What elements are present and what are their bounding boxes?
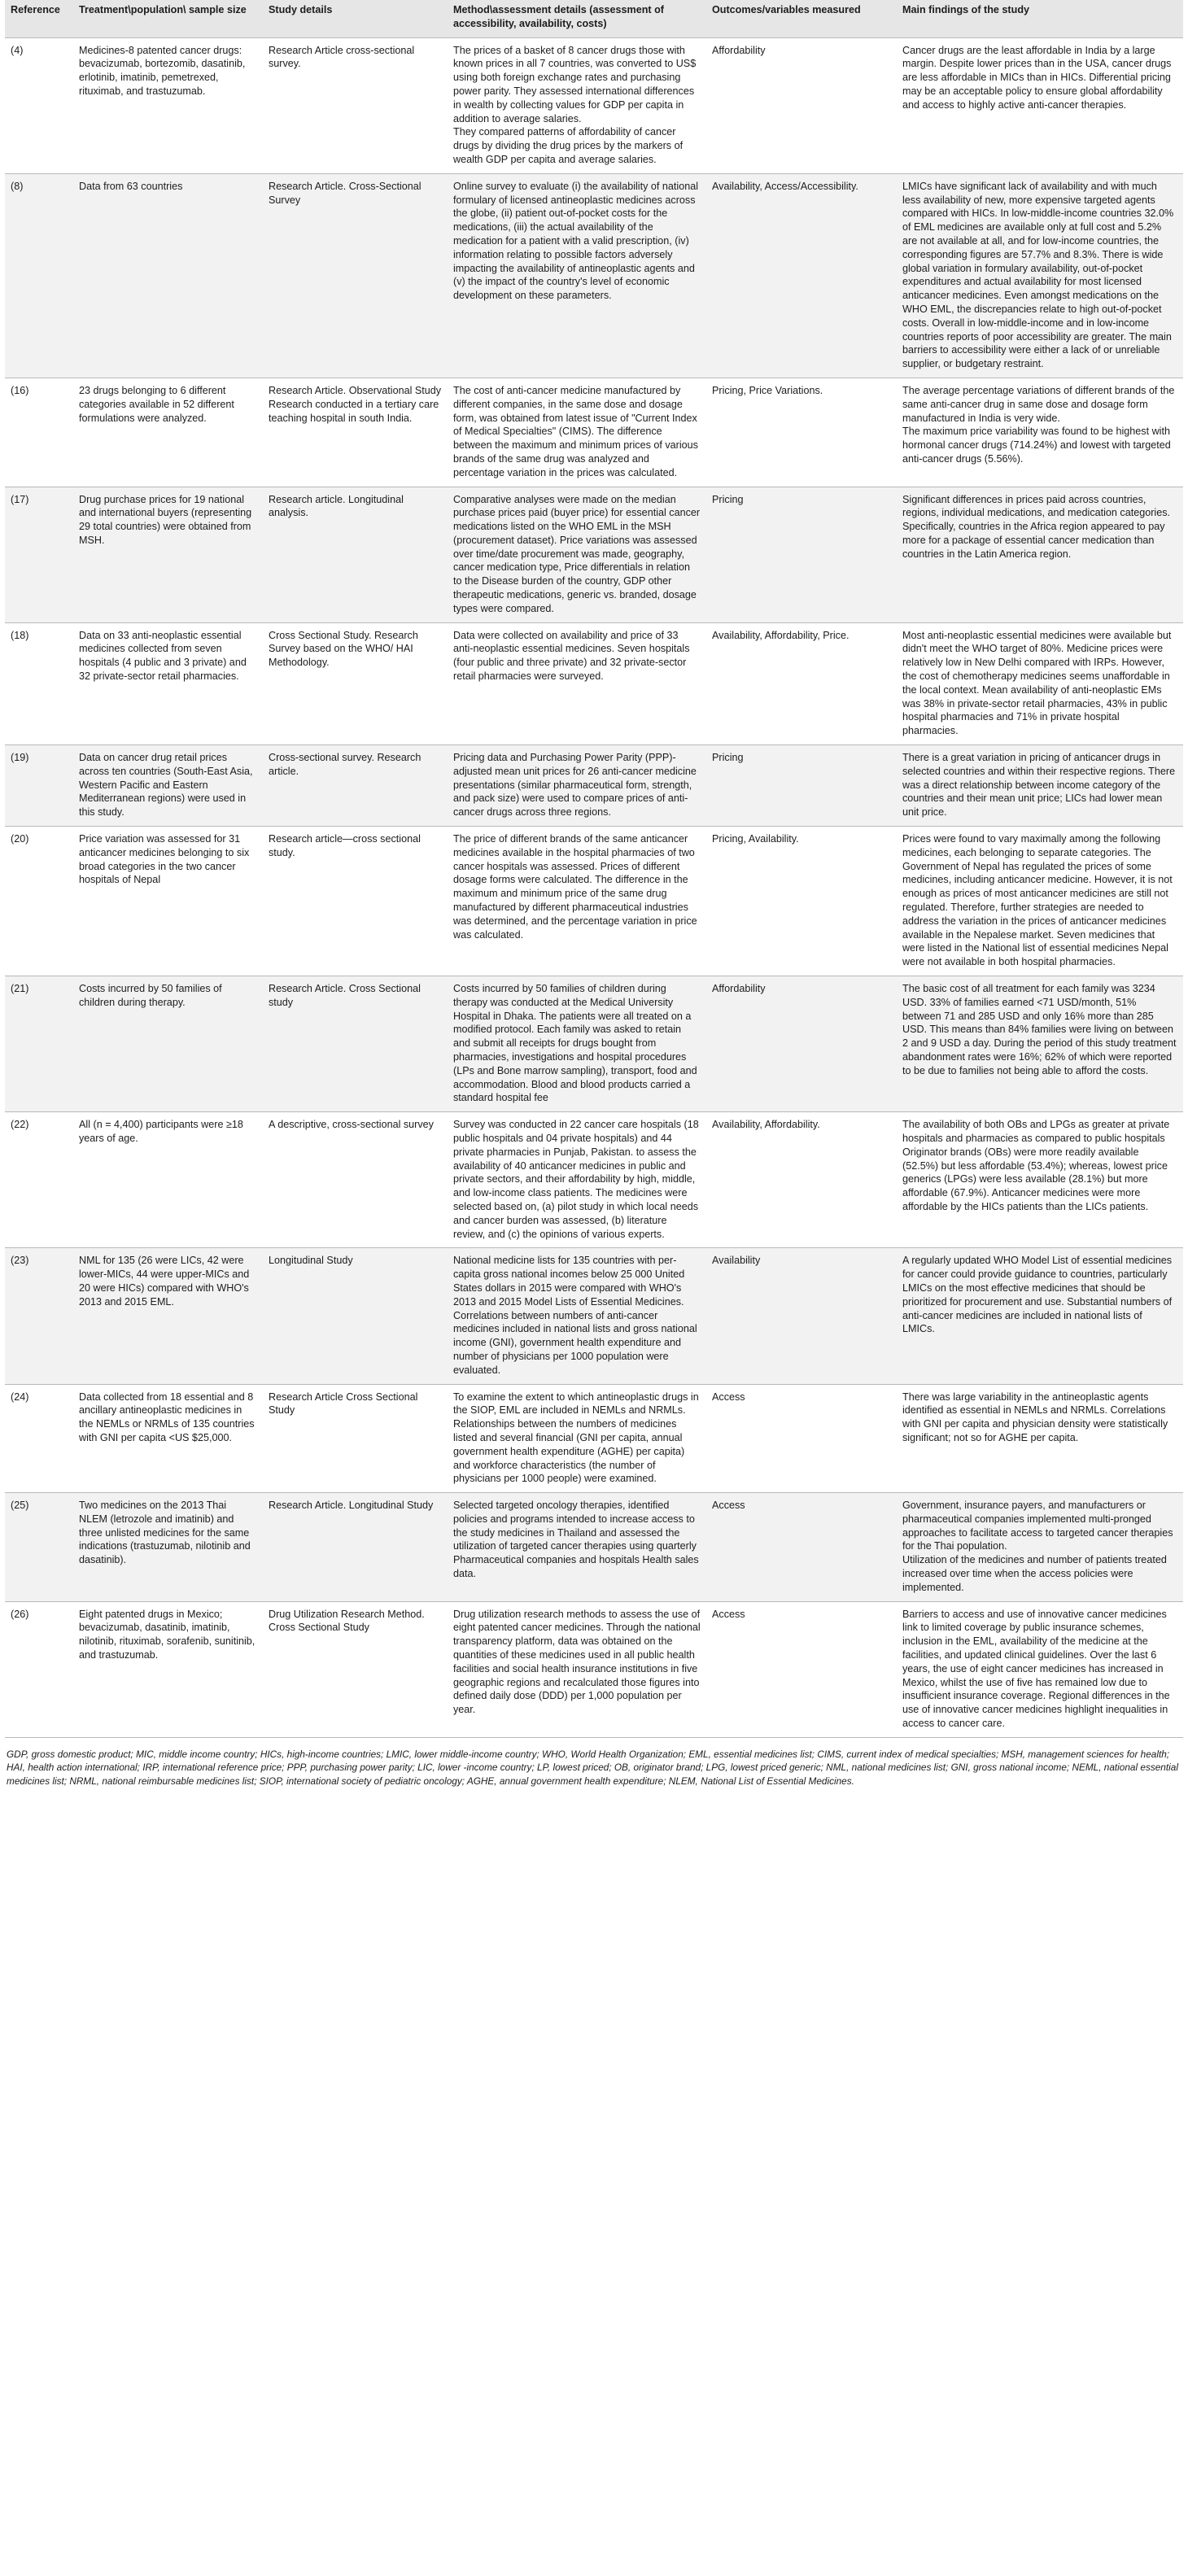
cell-outcomes: Access — [706, 1493, 897, 1602]
cell-method: Selected targeted oncology therapies, identified policies and programs intended to increase access to the study medicines in Thailand and assessed the utilization of targeted cancer therapies using quarterly Pharmaceutical companies and hospitals Health sales data. — [448, 1493, 706, 1602]
header-study-details: Study details — [263, 0, 448, 37]
cell-findings: Most anti-neoplastic essential medicines were available but didn't meet the WHO target of 80%. Medicine prices were relatively low in New Delhi compared with IRPs. However, the cost of chemotherapy medicines seems unaffordable in the local context. Mean availability of anti-neoplastic EMs was 38% in private-sector retail pharmacies, 43% in public hospital pharmacies and 71% in private hospital pharmacies. — [897, 622, 1183, 744]
cell-reference: (8) — [5, 173, 73, 378]
cell-population: Data on 33 anti-neoplastic essential medicines collected from seven hospitals (4 public and 3 private) and 32 private-sector retail pharmacies. — [73, 622, 263, 744]
cell-study-details: Longitudinal Study — [263, 1248, 448, 1384]
cell-population: All (n = 4,400) participants were ≥18 years of age. — [73, 1112, 263, 1248]
cell-outcomes: Affordability — [706, 37, 897, 173]
cell-paragraph: The average percentage variations of different brands of the same anti-cancer drug in same dose and dosage form manufactured in India is very wide. — [902, 384, 1175, 424]
cell-population: Price variation was assessed for 31 anticancer medicines belonging to six broad categories in the two cancer hospitals of Nepal — [73, 827, 263, 976]
cell-study-details: Research Article Cross Sectional Study — [263, 1384, 448, 1493]
cell-population: Data from 63 countries — [73, 173, 263, 378]
cell-study-details: A descriptive, cross-sectional survey — [263, 1112, 448, 1248]
cell-paragraph: Specifically, countries in the Africa region appeared to pay more for a package of essential cancer medication than countries in the Latin America region. — [902, 521, 1165, 560]
literature-table — [5, 0, 1183, 1738]
cell-paragraph: The prices of a basket of 8 cancer drugs those with known prices in all 7 countries, was converted to US$ using both foreign exchange rates and purchasing power parity. They assessed international differences in wealth by collecting values for GDP per capita in addition to average salaries. — [453, 44, 697, 124]
cell-study-details: Research article. Longitudinal analysis. — [263, 487, 448, 622]
cell-reference: (18) — [5, 622, 73, 744]
cell-reference: (21) — [5, 976, 73, 1112]
table-row — [5, 1493, 1183, 1602]
cell-paragraph: Government, insurance payers, and manufacturers or pharmaceutical companies implemented multi-pronged approaches to facilitate access to targeted cancer therapies for the Thai population. — [902, 1500, 1173, 1552]
cell-outcomes: Availability — [706, 1248, 897, 1384]
cell-outcomes: Pricing — [706, 745, 897, 827]
cell-findings — [897, 1493, 1183, 1602]
cell-reference: (25) — [5, 1493, 73, 1602]
cell-paragraph: Significant differences in prices paid across countries, regions, individual medications, and medication categories. — [902, 493, 1171, 519]
cell-method: Drug utilization research methods to assess the use of eight patented cancer medicines. Through the national transparency platform, data was obtained on the quantities of these medicines used in all public health facilities and social health insurance institutions in five geographic regions and recalculated those figures into defined daily dose (DDD) per 1,000 population per year. — [448, 1601, 706, 1737]
cell-method: To examine the extent to which antineoplastic drugs in the SIOP, EML are included in NEMLs and NRMLs. Relationships between the numbers of medicines listed and several financial (GNI per capita, annual government health expenditure (AGHE) per capita) and workforce characteristics (the number of physicians per 1000 people) were examined. — [448, 1384, 706, 1493]
cell-outcomes: Access — [706, 1384, 897, 1493]
cell-population: Medicines-8 patented cancer drugs: bevacizumab, bortezomib, dasatinib, erlotinib, imatinib, pemetrexed, rituximab, and trastuzumab. — [73, 37, 263, 173]
cell-outcomes: Availability, Affordability, Price. — [706, 622, 897, 744]
cell-reference: (17) — [5, 487, 73, 622]
table-header — [5, 0, 1183, 37]
table-row — [5, 378, 1183, 487]
cell-population: Two medicines on the 2013 Thai NLEM (letrozole and imatinib) and three unlisted medicines for the same indications (trastuzumab, nilotinib and dasatinib). — [73, 1493, 263, 1602]
header-reference: Reference — [5, 0, 73, 37]
cell-paragraph: Utilization of the medicines and number of patients treated increased over time when the access policies were implemented. — [902, 1554, 1167, 1593]
cell-study-details: Research Article. Cross-Sectional Survey — [263, 173, 448, 378]
cell-outcomes: Pricing, Price Variations. — [706, 378, 897, 487]
cell-reference: (16) — [5, 378, 73, 487]
cell-findings — [897, 378, 1183, 487]
cell-findings: Cancer drugs are the least affordable in India by a large margin. Despite lower prices than in the USA, cancer drugs are less affordable in MICs than in HICs. Differential pricing may be an acceptable policy to ensure global affordability and access to highly active anti-cancer therapies. — [897, 37, 1183, 173]
cell-study-details: Cross Sectional Study. Research Survey based on the WHO/ HAI Methodology. — [263, 622, 448, 744]
cell-population: Eight patented drugs in Mexico; bevacizumab, dasatinib, imatinib, nilotinib, rituximab, sorafenib, sunitinib, and trastuzumab. — [73, 1601, 263, 1737]
cell-population: 23 drugs belonging to 6 different categories available in 52 different formulations were analyzed. — [73, 378, 263, 487]
cell-study-details: Cross-sectional survey. Research article. — [263, 745, 448, 827]
cell-findings: Barriers to access and use of innovative cancer medicines link to limited coverage by public insurance schemes, inclusion in the EML, availability of the medicine at the facilities, and updated clinical guidelines. Over the last 6 years, the use of eight cancer medicines has increased in Mexico, whilst the use of five has remained low due to insufficient insurance coverage. Regional differences in the use of innovative cancer medicines highlight inequalities in access to cancer care. — [897, 1601, 1183, 1737]
cell-reference: (24) — [5, 1384, 73, 1493]
cell-study-details: Research Article. Observational Study Research conducted in a tertiary care teaching hospital in south India. — [263, 378, 448, 487]
cell-method: Online survey to evaluate (i) the availability of national formulary of licensed antineoplastic medicines across the globe, (ii) patient out-of-pocket costs for the medications, (iii) the actual availability of the medication for a patient with a valid prescription, (iv) information relating to possible factors adversely impacting the availability of antineoplastic agents and (v) the impact of the country's level of economic development on these parameters. — [448, 173, 706, 378]
table-row — [5, 487, 1183, 622]
cell-findings: The availability of both OBs and LPGs as greater at private hospitals and pharmacies as compared to public hospitals Originator brands (OBs) were more readily available (52.5%) but less affordable (53.4%); whereas, lowest price generics (LPGs) were less available (28.1%) but more affordable (67.9%). Anticancer medicines were more affordable by the HICs patients than the LICs patients. — [897, 1112, 1183, 1248]
cell-method — [448, 37, 706, 173]
cell-findings: LMICs have significant lack of availability and with much less availability of new, more expensive targeted agents compared with HICs. In low-middle-income countries 32.0% of EML medicines are available only at full cost and 5.2% are not available at all, and for low-income countries, the corresponding figures are 57.7% and 8.3%. There is wide global variation in formulary availability, out-of-pocket expenditures and actual availability for most licensed anticancer medicines. Even amongst medications on the WHO EML, the discrepancies relate to high out-of-pocket costs. Overall in low-middle-income and in low-income countries reports of poor accessibility are greater. The main barriers to accessibility were either a lack of or unreliable supplier, or budgetary restraint. — [897, 173, 1183, 378]
cell-reference: (26) — [5, 1601, 73, 1737]
cell-findings: Prices were found to vary maximally among the following medicines, each belonging to separate categories. The Government of Nepal has regulated the prices of some medicines, including anticancer medicine. However, it is not enough as prices of most anticancer medicines are still not regulated. Therefore, further strategies are needed to address the variation in the prices of anticancer medicines available in the Nepalese market. Seven medicines that were listed in the National list of essential medicines Nepal were not available in both hospital pharmacies. — [897, 827, 1183, 976]
cell-paragraph: The maximum price variability was found to be highest with hormonal cancer drugs (714.24%) and lowest with targeted anti-cancer drugs (5.56%). — [902, 426, 1171, 465]
cell-reference: (4) — [5, 37, 73, 173]
cell-findings: A regularly updated WHO Model List of essential medicines for cancer could provide guidance to countries, particularly LMICs on the most effective medicines that should be prioritized for procurement and use. Substantial numbers of anti-cancer medicines are included in national lists of LMICs. — [897, 1248, 1183, 1384]
header-row — [5, 0, 1183, 37]
cell-reference: (22) — [5, 1112, 73, 1248]
table-body — [5, 37, 1183, 1737]
cell-method: Comparative analyses were made on the median purchase prices paid (buyer price) for essential cancer medications listed on the WHO EML in the MSH (procurement dataset). Price variations was assessed over time/date procurement was made, geography, cancer medication type, Price differentials in relation to the Disease burden of the country, GDP other therapeutic medications, generic vs. branded, dosage types were compared. — [448, 487, 706, 622]
cell-findings: There is a great variation in pricing of anticancer drugs in selected countries and within their respective regions. There was a direct relationship between income category of the countries and their mean unit price; LICs had lower mean unit price. — [897, 745, 1183, 827]
cell-method: Data were collected on availability and price of 33 anti-neoplastic essential medicines. Seven hospitals (four public and three private) and 32 private-sector retail pharmacies were surveyed. — [448, 622, 706, 744]
cell-outcomes: Availability, Access/Accessibility. — [706, 173, 897, 378]
cell-study-details: Research Article. Cross Sectional study — [263, 976, 448, 1112]
cell-method: The price of different brands of the same anticancer medicines available in the hospital pharmacies of two cancer hospitals was assessed. Prices of different dosage forms were calculated. The difference in the maximum and minimum price of the same drug manufactured by different pharmaceutical industries was determined, and the percentage variation in price was calculated. — [448, 827, 706, 976]
cell-method: The cost of anti-cancer medicine manufactured by different companies, in the same dose and dosage form, was obtained from latest issue of "Current Index of Medical Specialties" (CIMS). The difference between the maximum and minimum prices of various brands of the same drug was analyzed and percentage variation in the prices was calculated. — [448, 378, 706, 487]
table-row — [5, 745, 1183, 827]
header-outcomes: Outcomes/variables measured — [706, 0, 897, 37]
cell-study-details: Research Article cross-sectional survey. — [263, 37, 448, 173]
header-method: Method\assessment details (assessment of accessibility, availability, costs) — [448, 0, 706, 37]
cell-findings: There was large variability in the antineoplastic agents identified as essential in NEMLs and NRMLs. Correlations with GNI per capita and physician density were statistically significant; not so for AGHE per capita. — [897, 1384, 1183, 1493]
header-findings: Main findings of the study — [897, 0, 1183, 37]
cell-population: NML for 135 (26 were LICs, 42 were lower-MICs, 44 were upper-MICs and 20 were HICs) compared with WHO's 2013 and 2015 EML. — [73, 1248, 263, 1384]
cell-outcomes: Access — [706, 1601, 897, 1737]
cell-findings — [897, 487, 1183, 622]
cell-population: Drug purchase prices for 19 national and international buyers (representing 29 total countries) were obtained from MSH. — [73, 487, 263, 622]
cell-study-details: Drug Utilization Research Method. Cross Sectional Study — [263, 1601, 448, 1737]
table-row — [5, 827, 1183, 976]
table-row — [5, 37, 1183, 173]
table-footnote: GDP, gross domestic product; MIC, middle income country; HICs, high-income countries; LMIC, lower middle-income country; WHO, World Health Organization; EML, essential medicines list; CIMS, current index of medical specialties; MSH, management sciences for health; HAI, health action international; IRP, international reference price; PPP, purchasing power parity; LIC, lower -income country; LP, lowest priced; OB, originator brand; LPG, lowest priced generic; NML, national medicines list; GNI, gross national income; NEML, national essential medicines list; NRML, national reimbursable medicines list; SIOP, international society of pediatric oncology; AGHE, annual government health expenditure; NLEM, National List of Essential Medicines. — [7, 1748, 1178, 1787]
cell-outcomes: Pricing, Availability. — [706, 827, 897, 976]
cell-reference: (23) — [5, 1248, 73, 1384]
cell-method: Costs incurred by 50 families of children during therapy was conducted at the Medical University Hospital in Dhaka. The patients were all treated on a modified protocol. Each family was asked to retain and submit all receipts for drugs bought from pharmacies, investigations and hospital procedures (LPs and Bone marrow sampling), transport, food and accommodation. Blood and blood products carried a standard hospital fee — [448, 976, 706, 1112]
table-row — [5, 976, 1183, 1112]
table-row — [5, 173, 1183, 378]
cell-study-details: Research Article. Longitudinal Study — [263, 1493, 448, 1602]
cell-population: Data on cancer drug retail prices across ten countries (South-East Asia, Western Pacific and Eastern Mediterranean regions) were used in this study. — [73, 745, 263, 827]
cell-population: Costs incurred by 50 families of children during therapy. — [73, 976, 263, 1112]
cell-method: Survey was conducted in 22 cancer care hospitals (18 public hospitals and 04 private hospitals) and 44 private pharmacies in Punjab, Pakistan. to assess the availability of 40 anticancer medicines in public and private sectors, and their affordability by high, middle, and low-income class patients. The medicines were selected based on, (a) pilot study in which local needs and cancer burden was assessed, (b) literature review, and (c) the opinions of various experts. — [448, 1112, 706, 1248]
table-row — [5, 622, 1183, 744]
cell-reference: (19) — [5, 745, 73, 827]
table-row — [5, 1384, 1183, 1493]
cell-outcomes: Availability, Affordability. — [706, 1112, 897, 1248]
cell-study-details: Research article—cross sectional study. — [263, 827, 448, 976]
table-row — [5, 1112, 1183, 1248]
cell-method: National medicine lists for 135 countries with per-capita gross national incomes below 25 000 United States dollars in 2015 were compared with WHO's 2013 and 2015 Model Lists of Essential Medicines. Correlations between numbers of anti-cancer medicines included in national lists and gross national income (GNI), government health expenditure and number of physicians per 1000 population were evaluated. — [448, 1248, 706, 1384]
cell-population: Data collected from 18 essential and 8 ancillary antineoplastic medicines in the NEMLs or NRMLs of 135 countries with GNI per capita <US $25,000. — [73, 1384, 263, 1493]
cell-paragraph: They compared patterns of affordability of cancer drugs by dividing the drug prices by the markers of wealth GDP per capita and average salaries. — [453, 126, 684, 165]
cell-outcomes: Pricing — [706, 487, 897, 622]
header-population: Treatment\population\ sample size — [73, 0, 263, 37]
cell-findings: The basic cost of all treatment for each family was 3234 USD. 33% of families earned <71 USD/month, 51% between 71 and 285 USD and only 16% more than 285 USD. This means than 84% families were living on between 2 and 9 USD a day. During the period of this study treatment abandonment rates were 16%; 62% of which were reported to be due to families not being able to afford the costs. — [897, 976, 1183, 1112]
table-row — [5, 1601, 1183, 1737]
cell-method: Pricing data and Purchasing Power Parity (PPP)-adjusted mean unit prices for 26 anti-cancer medicine presentations (similar pharmaceutical form, strength, and pack size) were used to compare prices of anti-cancer drugs across three regions. — [448, 745, 706, 827]
cell-reference: (20) — [5, 827, 73, 976]
cell-outcomes: Affordability — [706, 976, 897, 1112]
table-row — [5, 1248, 1183, 1384]
